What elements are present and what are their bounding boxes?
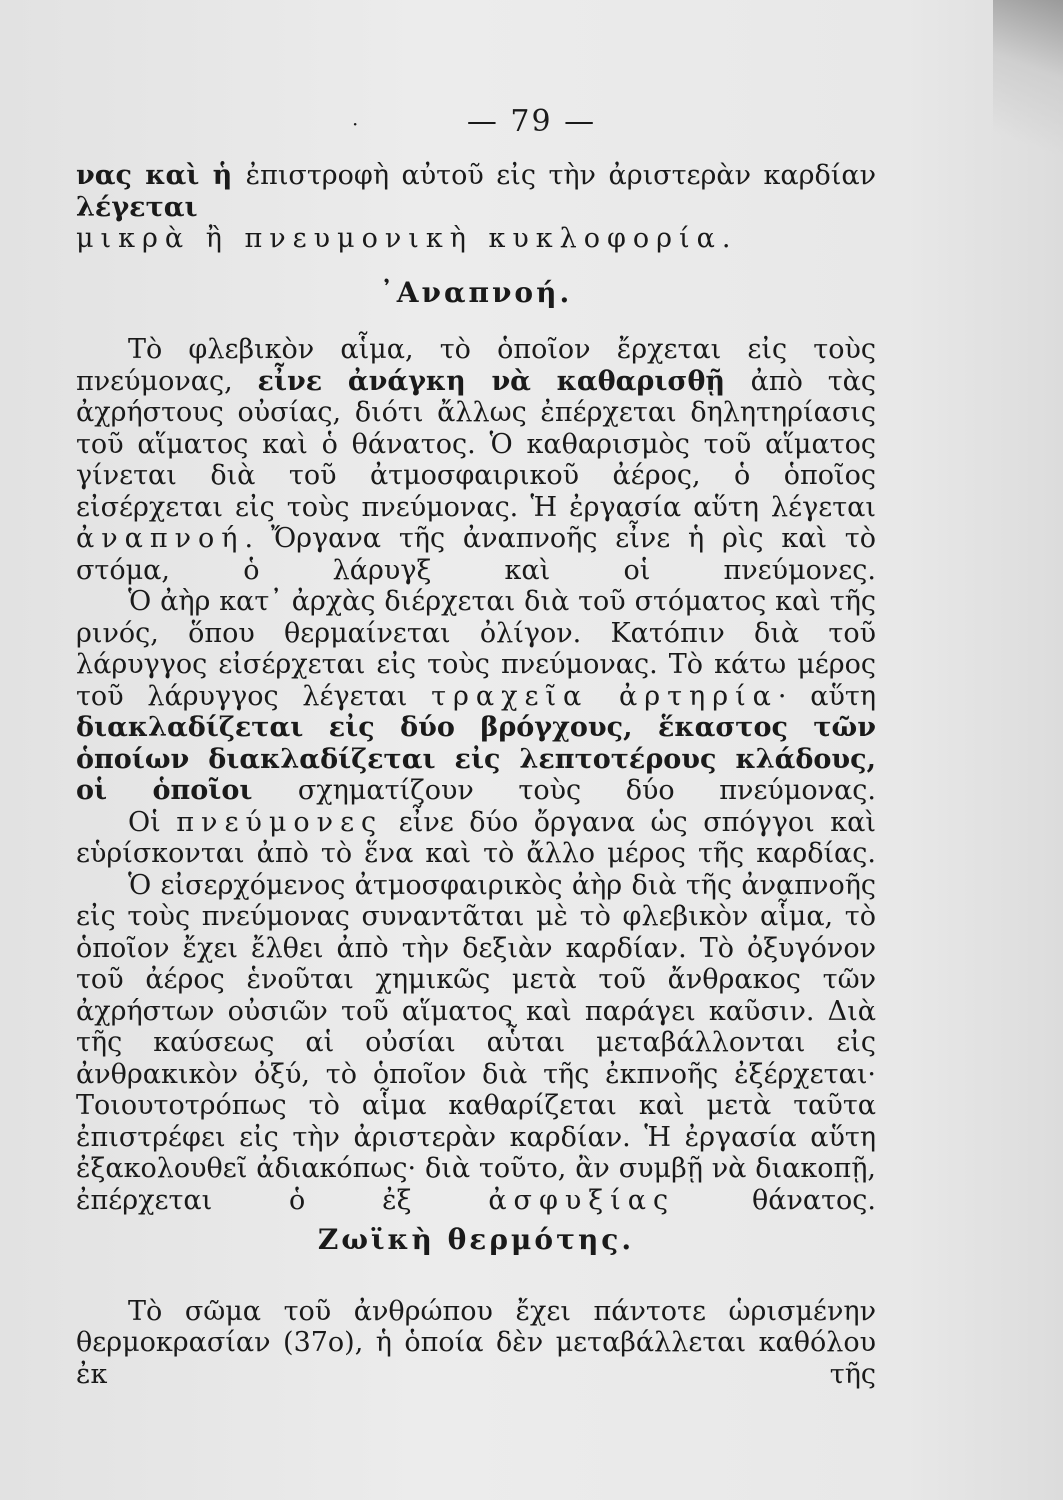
paragraph-intro-line2: μικρὰ ἢ πνευμονικὴ κυκλοφορία. (76, 223, 738, 254)
paragraph-body-heat: Τὸ σῶμα τοῦ ἀνθρώπου ἔχει πάντοτε ὡρισμένην θερμοκρασίαν (37ο), ἡ ὁποία δὲν μεταβάλλεται καθόλου ἐκ τῆς (76, 1295, 876, 1390)
section-heading-body-heat: Ζωϊκὴ θερμότης. (317, 1223, 635, 1256)
page-number: — 79 — (466, 104, 597, 139)
paragraph-respiration-3: Οἱ πνεύμονες εἶνε δύο ὄργανα ὡς σπόγγοι καὶ εὑρίσκονται ἀπὸ τὸ ἕνα καὶ τὸ ἄλλο μέρος τῆς καρδίας. (76, 806, 876, 869)
body-text (76, 160, 876, 1390)
header-dot: · (352, 112, 361, 136)
paragraph-respiration-1: Τὸ φλεβικὸν αἷμα, τὸ ὁποῖον ἔρχεται εἰς τοὺς πνεύμονας, εἶνε ἀνάγκη νὰ καθαρισθῇ ἀπὸ τὰς ἀχρήστους οὐσίας, διότι ἄλλως ἐπέρχεται δηλητηρίασις τοῦ αἵματος καὶ ὁ θάνατος. Ὁ καθαρισμὸς τοῦ αἵματος γίνεται διὰ τοῦ ἀτμοσφαιρικοῦ ἀέρος, ὁ ὁποῖος εἰσέρχεται εἰς τοὺς πνεύμονας. Ἡ ἐργασία αὕτη λέγεται ἀναπνοή. Ὄργανα τῆς ἀναπνοῆς εἶνε ἡ ρὶς καὶ τὸ στόμα, ὁ λάρυγξ καὶ οἱ πνεύμονες. (76, 334, 876, 586)
paragraph-intro-line1: νας καὶ ἡ ἐπιστροφὴ αὐτοῦ εἰς τὴν ἀριστερὰν καρδίαν λέγεται (76, 160, 876, 223)
paragraph-respiration-4: Ὁ εἰσερχόμενος ἀτμοσφαιρικὸς ἀὴρ διὰ τῆς ἀναπνοῆς εἰς τοὺς πνεύμονας συναντᾶται μὲ τὸ φλεβικὸν αἷμα, τὸ ὁποῖον ἔχει ἔλθει ἀπὸ τὴν δεξιὰν καρδίαν. Τὸ ὀξυγόνον τοῦ ἀέρος ἑνοῦται χημικῶς μετὰ τοῦ ἄνθρακος τῶν ἀχρήστων οὐσιῶν τοῦ αἵματος καὶ παράγει καῦσιν. Διὰ τῆς καύσεως αἱ οὐσίαι αὗται μεταβάλλονται εἰς ἀνθρακικὸν ὀξύ, τὸ ὁποῖον διὰ τῆς ἐκπνοῆς ἐξέρχεται· Τοιουτοτρόπως τὸ αἷμα καθαρίζεται καὶ μετὰ ταῦτα ἐπιστρέφει εἰς τὴν ἀριστερὰν καρδίαν. Ἡ ἐργασία αὕτη ἐξακολουθεῖ ἀδιακόπως· διὰ τοῦτο, ἂν συμβῇ νὰ διακοπῇ, ἐπέρχεται ὁ ἐξ ἀσφυξίας θάνατος. (76, 869, 876, 1216)
page-number-header (0, 104, 1063, 139)
paragraph-respiration-2: Ὁ ἀὴρ κατ᾿ ἀρχὰς διέρχεται διὰ τοῦ στόματος καὶ τῆς ρινός, ὅπου θερμαίνεται ὀλίγον. Κατόπιν διὰ τοῦ λάρυγγος εἰσέρχεται εἰς τοὺς πνεύμονας. Τὸ κάτω μέρος τοῦ λάρυγγος λέγεται τραχεῖα ἀρτηρία· αὕτη διακλαδίζεται εἰς δύο βρόγχους, ἕκαστος τῶν ὁποίων διακλαδίζεται εἰς λεπτοτέρους κλάδους, οἱ ὁποῖοι σχηματίζουν τοὺς δύο πνεύμονας. (76, 586, 877, 806)
page-fold-shadow (993, 0, 1063, 200)
section-heading-respiration: ᾿Αναπνοή. (379, 275, 573, 309)
